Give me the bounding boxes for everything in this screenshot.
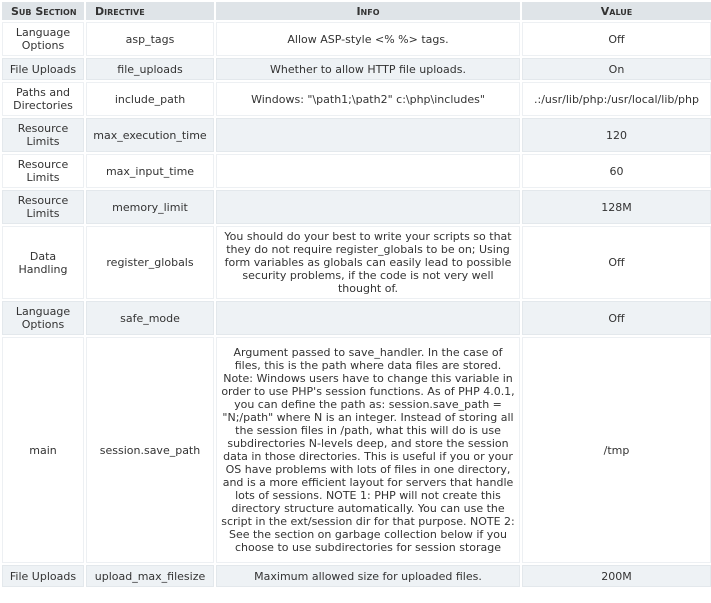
directive-cell: include_path: [86, 82, 214, 116]
value-cell: 60: [522, 154, 711, 188]
value-cell: Off: [522, 226, 711, 299]
directive-cell: file_uploads: [86, 58, 214, 80]
value-cell: .:/usr/lib/php:/usr/local/lib/php: [522, 82, 711, 116]
value-cell: On: [522, 58, 711, 80]
info-cell: [216, 301, 520, 335]
info-cell: Argument passed to save_handler. In the case of files, this is the path where data files are stored. Note: Windows users have to change this variable in order to use PHP's session functions. As of PHP 4.0.1, you can define the path as: session.save_path = "N;/path" where N is an integer. Instead of storing all the session files in /path, what this will do is use subdirectories N-levels deep, and store the session data in those directories. This is useful if you or your OS have problems with lots of files in one directory, and is a more efficient layout for servers that handle lots of sessions. NOTE 1: PHP will not create this directory structure automatically. You can use the script in the ext/session dir for that purpose. NOTE 2: See the section on garbage collection below if you choose to use subdirectories for session storage: [216, 337, 520, 563]
value-cell: /tmp: [522, 337, 711, 563]
directive-cell: asp_tags: [86, 22, 214, 56]
table-row: [2, 337, 711, 563]
info-cell: You should do your best to write your scripts so that they do not require register_globals to be on; Using form variables as globals can easily lead to possible security problems, if the code is not very well thought of.: [216, 226, 520, 299]
sub-section-cell: Data Handling: [2, 226, 84, 299]
column-header-info: Info: [216, 2, 520, 20]
sub-section-cell: Language Options: [2, 22, 84, 56]
directive-cell: max_execution_time: [86, 118, 214, 152]
sub-section-cell: main: [2, 337, 84, 563]
value-cell: 120: [522, 118, 711, 152]
table-row: [2, 118, 711, 152]
table-row: [2, 58, 711, 80]
info-cell: [216, 190, 520, 224]
info-cell: Maximum allowed size for uploaded files.: [216, 565, 520, 587]
table-row: [2, 301, 711, 335]
value-cell: Off: [522, 22, 711, 56]
table-row: [2, 226, 711, 299]
sub-section-cell: Resource Limits: [2, 118, 84, 152]
directive-cell: upload_max_filesize: [86, 565, 214, 587]
sub-section-cell: Paths and Directories: [2, 82, 84, 116]
directive-cell: register_globals: [86, 226, 214, 299]
table-row: [2, 22, 711, 56]
column-header-value: Value: [522, 2, 711, 20]
table-row: [2, 565, 711, 587]
directive-cell: memory_limit: [86, 190, 214, 224]
table-header-row: [2, 2, 711, 20]
sub-section-cell: File Uploads: [2, 565, 84, 587]
column-header-sub-section: Sub Section: [2, 2, 84, 20]
info-cell: Whether to allow HTTP file uploads.: [216, 58, 520, 80]
value-cell: Off: [522, 301, 711, 335]
info-cell: [216, 154, 520, 188]
directive-cell: max_input_time: [86, 154, 214, 188]
table-row: [2, 82, 711, 116]
sub-section-cell: File Uploads: [2, 58, 84, 80]
sub-section-cell: Language Options: [2, 301, 84, 335]
table-row: [2, 154, 711, 188]
column-header-directive: Directive: [86, 2, 214, 20]
value-cell: 128M: [522, 190, 711, 224]
table-row: [2, 190, 711, 224]
directive-cell: session.save_path: [86, 337, 214, 563]
info-cell: [216, 118, 520, 152]
directive-cell: safe_mode: [86, 301, 214, 335]
info-cell: Windows: "\path1;\path2" c:\php\includes": [216, 82, 520, 116]
value-cell: 200M: [522, 565, 711, 587]
info-cell: Allow ASP-style <% %> tags.: [216, 22, 520, 56]
sub-section-cell: Resource Limits: [2, 190, 84, 224]
sub-section-cell: Resource Limits: [2, 154, 84, 188]
